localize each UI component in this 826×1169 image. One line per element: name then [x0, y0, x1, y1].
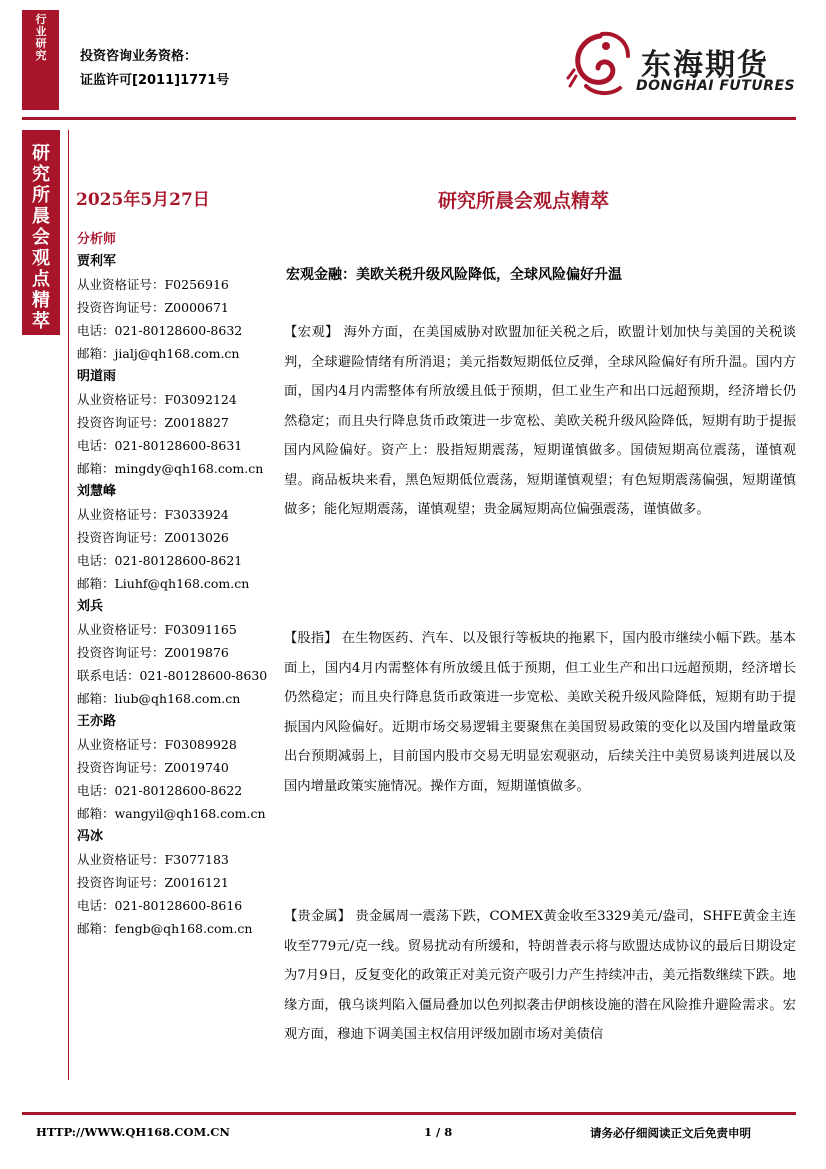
tag-char: 业 [35, 25, 47, 38]
analyst-heading: 分析师 [77, 232, 117, 247]
phone: 电话：021-80128600-8631 [77, 438, 243, 453]
paragraph-tag: 【贵金属】 [284, 909, 352, 924]
phone: 电话：021-80128600-8632 [77, 323, 243, 338]
consulting-number: 投资咨询证号：Z0019876 [77, 645, 229, 660]
analyst-name: 王亦路 [77, 714, 117, 729]
email-link[interactable]: 邮箱：fengb@qh168.com.cn [77, 921, 253, 936]
banner-char: 研 [32, 143, 50, 164]
email-link[interactable]: 邮箱：liub@qh168.com.cn [77, 691, 241, 706]
tag-char: 究 [35, 49, 47, 62]
consulting-number: 投资咨询证号：Z0019740 [77, 760, 229, 775]
analyst-list [77, 250, 277, 940]
banner-char: 萃 [32, 311, 50, 332]
qualification-number: 从业资格证号：F03091165 [77, 622, 237, 637]
analyst-name: 刘慧峰 [77, 484, 117, 499]
analyst-name: 冯冰 [77, 829, 104, 844]
email-link[interactable]: 邮箱：mingdy@qh168.com.cn [77, 461, 264, 476]
consulting-number: 投资咨询证号：Z0013026 [77, 530, 229, 545]
email-link[interactable]: 邮箱：wangyil@qh168.com.cn [77, 806, 266, 821]
analyst-card [77, 480, 277, 595]
banner-char: 观 [32, 248, 50, 269]
dragon-logo-icon [566, 30, 636, 102]
website-link[interactable]: HTTP://WWW.QH168.COM.CN [36, 1125, 230, 1139]
banner-char: 精 [32, 290, 50, 311]
analyst-card [77, 250, 277, 365]
qualification-number: 从业资格证号：F3033924 [77, 507, 229, 522]
report-type-label [31, 14, 51, 62]
report-title: 研究所晨会观点精萃 [438, 190, 610, 212]
license-number: 证监许可[2011]1771号 [80, 73, 230, 88]
paragraph-precious-metals [284, 902, 796, 1092]
column-divider [68, 130, 69, 1080]
banner-char: 会 [32, 227, 50, 248]
paragraph-text: 海外方面，在美国威胁对欧盟加征关税之后，欧盟计划加快与美国的关税谈判，全球避险情绪有所消退；美元指数短期低位反弹，全球风险偏好有所升温。国内方面，国内4月内需整体有所放缓且低于预期，但工业生产和出口远超预期，经济增长仍然稳定；而且央行降息货币政策进一步宽松、美欧关税升级风险降低，短期有助于提振国内风险偏好。资产上：股指短期震荡，短期谨慎做多。国债短期高位震荡，谨慎观望。商品板块来看，黑色短期低位震荡，短期谨慎观望；有色短期震荡偏强，短期谨慎做多；能化短期震荡，谨慎观望；贵金属短期高位偏强震荡，谨慎做多。 [284, 325, 797, 517]
banner-char: 点 [32, 269, 50, 290]
consulting-number: 投资咨询证号：Z0016121 [77, 875, 229, 890]
qualification-number: 从业资格证号：F03092124 [77, 392, 237, 407]
email-link[interactable]: 邮箱：jialj@qh168.com.cn [77, 346, 240, 361]
paragraph-tag: 【宏观】 [284, 325, 339, 340]
paragraph-text: 贵金属周一震荡下跌，COMEX黄金收至3329美元/盎司，SHFE黄金主连收至779元/克一线。贸易扰动有所缓和，特朗普表示将与欧盟达成协议的最后日期设定为7月9日，反复变化的政策正对美元资产吸引力产生持续冲击，美元指数继续下跌。地缘方面，俄乌谈判陷入僵局叠加以色列拟袭击伊朗核设施的潜在风险推升避险需求。宏观方面，穆迪下调美国主权信用评级加剧市场对美债信 [284, 909, 796, 1042]
banner-char: 晨 [32, 206, 50, 227]
qualification-number: 从业资格证号：F0256916 [77, 277, 229, 292]
logo-english-name: DONGHAI FUTURES [636, 78, 796, 94]
analyst-name: 明道雨 [77, 369, 117, 384]
email-link[interactable]: 邮箱：Liuhf@qh168.com.cn [77, 576, 250, 591]
analyst-card [77, 595, 277, 710]
qualification-number: 从业资格证号：F03089928 [77, 737, 237, 752]
banner-char: 所 [32, 185, 50, 206]
qualification-number: 从业资格证号：F3077183 [77, 852, 229, 867]
paragraph-stock-index [284, 624, 796, 801]
qualification-line: 投资咨询业务资格： [80, 49, 198, 64]
phone: 联系电话：021-80128600-8630 [77, 668, 268, 683]
consulting-number: 投资咨询证号：Z0000671 [77, 300, 229, 315]
paragraph-tag: 【股指】 [284, 631, 338, 646]
analyst-name: 贾利军 [77, 254, 117, 269]
phone: 电话：021-80128600-8616 [77, 898, 243, 913]
page-number: 1 / 8 [424, 1125, 453, 1139]
analyst-card [77, 365, 277, 480]
phone: 电话：021-80128600-8622 [77, 783, 243, 798]
tag-char: 行 [35, 13, 47, 26]
banner-char: 究 [32, 164, 50, 185]
analyst-name: 刘兵 [77, 599, 104, 614]
analyst-card [77, 825, 277, 940]
paragraph-macro [284, 318, 796, 525]
analyst-card [77, 710, 277, 825]
company-logo [566, 30, 796, 105]
qualification-block [80, 45, 229, 93]
phone: 电话：021-80128600-8621 [77, 553, 243, 568]
section-subtitle: 宏观金融：美欧关税升级风险降低，全球风险偏好升温 [286, 267, 622, 283]
footer-divider [22, 1112, 796, 1115]
header-divider [22, 117, 796, 120]
side-banner-title [29, 143, 53, 332]
logo-chinese-name: 东海期货 [641, 48, 769, 83]
paragraph-text: 在生物医药、汽车、以及银行等板块的拖累下，国内股市继续小幅下跌。基本面上，国内4月内需整体有所放缓且低于预期，但工业生产和出口远超预期，经济增长仍然稳定；而且央行降息货币政策进一步宽松、美欧关税升级风险降低，短期有助于提振国内风险偏好。近期市场交易逻辑主要聚焦在美国贸易政策的变化以及国内增量政策出台预期减弱上，目前国内股市交易无明显宏观驱动，后续关注中美贸易谈判进展以及国内增量政策实施情况。操作方面，短期谨慎做多。 [284, 631, 797, 794]
tag-char: 研 [35, 37, 47, 50]
report-date: 2025年5月27日 [76, 190, 210, 210]
disclaimer-notice: 请务必仔细阅读正文后免责申明 [590, 1126, 751, 1140]
consulting-number: 投资咨询证号：Z0018827 [77, 415, 229, 430]
